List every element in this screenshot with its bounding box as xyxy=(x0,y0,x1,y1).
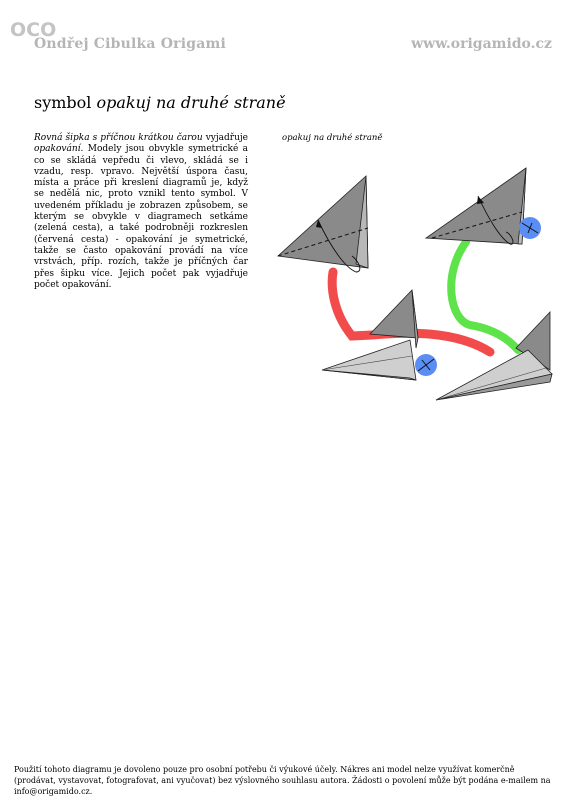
page-title xyxy=(34,93,286,112)
origami-diagram xyxy=(260,160,560,420)
desc-part1: vyjadřuje xyxy=(202,133,248,143)
footer-license: Použití tohoto diagramu je dovoleno pouze pro osobní potřebu či výukové účely. Nákres ani model nelze využívat komerčně (prodávat, vystavovat, fotografovat, ani vyučovat) bez výslovného souhlasu autora. Žádosti o povolení může být podána e-mailem na info@origamido.cz. xyxy=(14,765,551,796)
diagram-caption: opakuj na druhé straně xyxy=(282,133,383,143)
model-top-left xyxy=(278,176,368,272)
author-name: Ondřej Cibulka Origami xyxy=(34,36,227,52)
desc-lead: Rovná šipka s příčnou krátkou čarou xyxy=(34,133,203,143)
title-italic: opakuj na druhé straně xyxy=(96,93,286,112)
website-url: www.origamido.cz xyxy=(411,36,552,52)
description-paragraph xyxy=(34,133,248,291)
desc-rest: . Modely jsou obvykle symetrické a co se skládá vepředu či vlevo, skládá se i vzadu, resp. vpravo. Největší úspora času, místa a práce při kreslení diagramů je, když se nedělá nic, proto vznikl tento symbol. V uvedeném příkladu je zobrazen způsobem, se kterým se obvykle v diagramech setkáme (zelená cesta), a také podrobněji rozkreslen (červená cesta) - opakování je symetrické, takže se často opakování provádí na více vrstvách, příp. rozích, takže je příčných čar přes šipku více. Jejich počet pak vyjadřuje počet opakování. xyxy=(34,144,248,290)
logo-lettering: OCO xyxy=(10,19,57,40)
title-normal: symbol xyxy=(34,93,97,112)
model-bottom-right xyxy=(436,312,552,400)
desc-term: opakování xyxy=(34,144,81,155)
model-top-right xyxy=(426,168,541,244)
green-path xyxy=(451,242,518,350)
